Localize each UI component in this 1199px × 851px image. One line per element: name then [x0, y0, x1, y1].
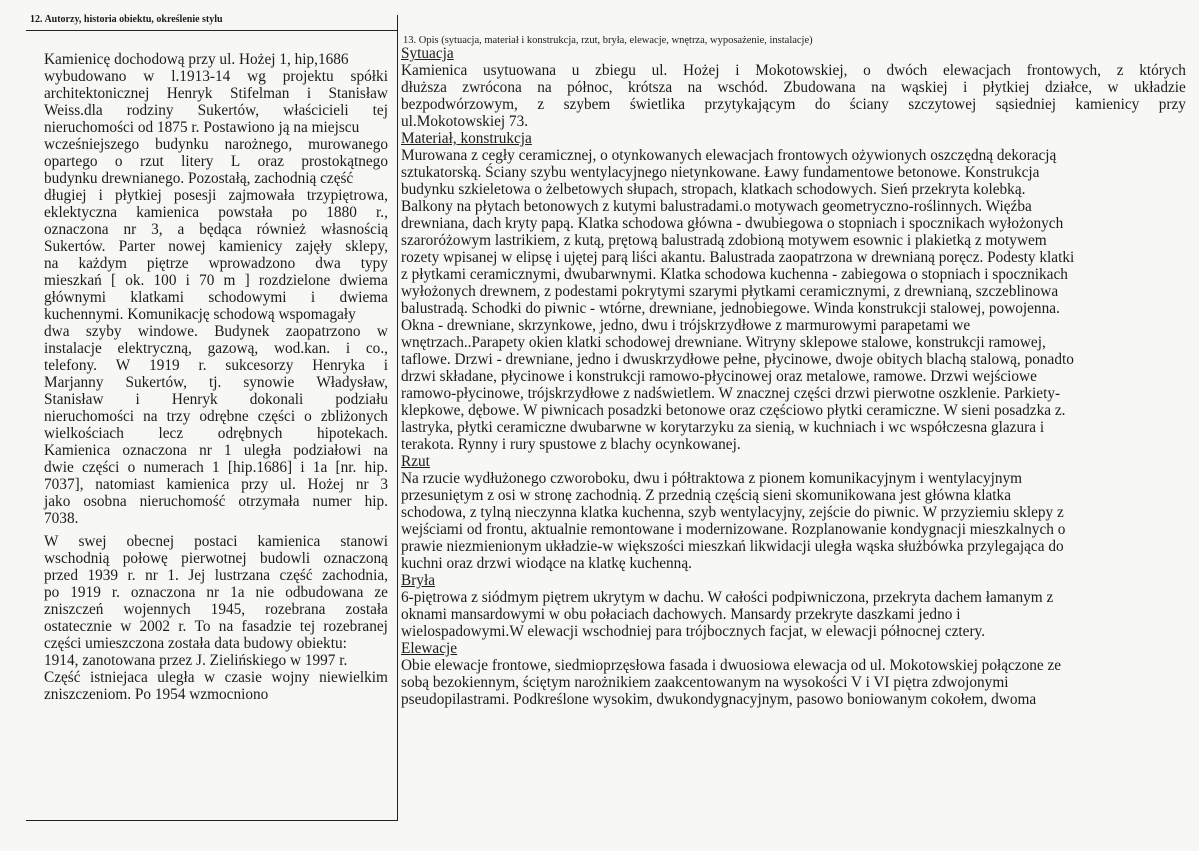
- text-line: po 1919 r. oznaczona nr 1a nie odbudowana ze: [44, 584, 388, 601]
- text-line: instalacje elektryczną, gazową, wod.kan. i co.,: [44, 340, 388, 357]
- text-line: głównymi klatkami schodowymi i dwiema: [44, 289, 388, 306]
- text-line: wejściami od frontu, aktualnie remontowane i modernizowane. Rozplanowanie kondygnacji mieszkalnych o: [401, 521, 1066, 538]
- text-line: mieszkań [ ok. 100 i 70 m ] rozdzielone dwiema: [44, 272, 388, 289]
- text-line: przesuniętym z osi w stronę zachodnią. Z przednią częścią sieni skomunikowana jest główna klatka: [401, 487, 1011, 504]
- text-line: Kamienica usytuowana u zbiegu ul. Hożej i Mokotowskiej, o dwóch elewacjach frontowych, z których: [401, 62, 1186, 79]
- subsection-heading: Rzut: [401, 453, 430, 470]
- text-line: zniszczeniom. Po 1954 wzmocniono: [44, 686, 269, 703]
- text-line: schodowa, z tylną nieczynna klatka kuchenna, szyb wentylacyjny, zejście do piwnic. W przyziemiu sklepy z: [401, 504, 1064, 521]
- text-line: Kamienica oznaczona nr 1 uległa podziałowi na: [44, 442, 388, 459]
- text-line: z płytkami ceramicznymi, dwubarwnymi. Klatka schodowa kuchenna - zabiegowa o stopniach i spocznikach: [401, 266, 1068, 283]
- text-line: na każdym piętrze wprowadzono dwa typy: [44, 255, 388, 272]
- text-line: wyłożonych drewnem, z podestami pokrytymi szarymi płytkami ceramicznymi, z drewnianą, szczeblinowa: [401, 283, 1059, 300]
- subsection-heading: Sytuacja: [401, 45, 454, 62]
- section-13-heading: 13. Opis (sytuacja, materiał i konstrukcja, rzut, bryła, elewacje, wnętrza, wyposażenie, instalacje): [403, 35, 813, 46]
- text-line: telefony. W 1919 r. sukcesorzy Henryka i: [44, 357, 388, 374]
- text-line: nieruchomości od 1875 r. Postawiono ją na miejscu: [44, 119, 360, 136]
- text-line: ostatecznie w 2002 r. To na fasadzie tej rozebranej: [44, 618, 388, 635]
- text-line: dwa szyby windowe. Budynek zaopatrzono w: [44, 323, 388, 340]
- text-line: kuchni oraz drzwi wiodące na klatkę kuchenną.: [401, 555, 692, 572]
- subsection-heading: Bryła: [401, 572, 435, 589]
- text-line: Weiss.dla rodziny Sukertów, właścicieli tej: [44, 102, 388, 119]
- text-line: zniszczeń wojennych 1945, rozebrana została: [44, 601, 388, 618]
- text-line: lastryka, płytki ceramiczne dwubarwne w korytarzyku za sienią, w kuchniach i wc współczesna glazura i: [401, 419, 1045, 436]
- text-line: W swej obecnej postaci kamienica stanowi: [44, 533, 388, 550]
- text-line: ramowo-płycinowe, trójskrzydłowe z nadświetlem. W znacznej części drzwi pierwotne oszklenie. Parkiety-: [401, 385, 1061, 402]
- column-divider: [397, 15, 398, 820]
- text-line: sobą bezokiennym, ściętym narożnikiem zaakcentowanym na wysokości V i VI piętra zdwojonymi: [401, 674, 1009, 691]
- text-line: Kamienicę dochodową przy ul. Hożej 1, hip,1686: [44, 51, 349, 68]
- text-line: budynku drewnianego. Pozostałą, zachodnią część: [44, 170, 354, 187]
- text-line: szaroróżowym lastrikiem, z kutą, prętową balustradą zdobioną motywem esownic i plakietką z motywem: [401, 232, 1047, 249]
- history-text-column: [44, 51, 388, 703]
- text-line: wschodnią połowę pierwotnej budowli oznaczoną: [44, 550, 388, 567]
- text-line: klepkowe, dębowe. W piwnicach posadzki betonowe oraz częściowo płytki ceramiczne. W sieni posadzka z.: [401, 402, 1066, 419]
- text-line: dwie części o numerach 1 [hip.1686] i 1a [nr. hip.: [44, 459, 388, 476]
- text-line: 7038.: [44, 510, 79, 527]
- text-line: części umieszczona została data budowy obiektu:: [44, 635, 347, 652]
- text-line: Część istniejaca uległa w czasie wojny niewielkim: [44, 669, 388, 686]
- text-line: nieruchomości na trzy odrębne części o zbliżonych: [44, 408, 388, 425]
- text-line: wcześniejszego budynku narożnego, murowanego: [44, 136, 388, 153]
- text-line: Obie elewacje frontowe, siedmioprzęsłowa fasada i dwuosiowa elewacja od ul. Mokotowskiej połączone ze: [401, 657, 1062, 674]
- subsection-heading: Materiał, konstrukcja: [401, 130, 532, 147]
- text-line: dłuższa zwrócona na północ, krótsza na wschód. Zbudowana na wąskiej i płytkiej działce, w układzie: [401, 79, 1186, 96]
- text-line: drewniana, dach kryty papą. Klatka schodowa główna - dwubiegowa o stopniach i spocznikach wyłożonych: [401, 215, 1064, 232]
- section-12-heading: 12. Autorzy, historia obiektu, określenie stylu: [30, 14, 223, 25]
- text-line: rozety wpisanej w elipsę i ujętej parą liści akantu. Balustrada zaopatrzona w drewnianą poręcz. Podesty klatki: [401, 249, 1075, 266]
- text-line: budynku szkieletowa o żelbetowych słupach, stropach, klatkach schodowych. Sień przekryta kolebką.: [401, 181, 1026, 198]
- text-line: długiej i płytkiej posesji zajmowała trzypiętrowa,: [44, 187, 388, 204]
- text-line: drzwi składane, płycinowe i konstrukcji ramowo-płycinowej oraz metalowe, ramowe. Drzwi wejściowe: [401, 368, 1037, 385]
- text-line: 1914, zanotowana przez J. Zielińskiego w 1997 r.: [44, 652, 348, 669]
- text-line: ul.Mokotowskiej 73.: [401, 113, 529, 130]
- description-text-column: [401, 45, 1186, 708]
- text-line: architektonicznej Henryk Stifelman i Stanisław: [44, 85, 388, 102]
- text-line: Marjanny Sukertów, tj. synowie Władysław,: [44, 374, 388, 391]
- text-line: oznaczona nr 3, a będąca również własnością: [44, 221, 388, 238]
- text-line: terakota. Rynny i rury spustowe z blachy ocynkowanej.: [401, 436, 741, 453]
- text-line: Na rzucie wydłużonego czworoboku, dwu i półtraktowa z pionem komunikacyjnym i wentylacyjnym: [401, 470, 1023, 487]
- text-line: taflowe. Drzwi - drewniane, jedno i dwuskrzydłowe pełne, płycinowe, dwoje obitych blachą stalową, ponadto: [401, 351, 1074, 368]
- text-line: wnętrzach..Parapety okien klatki schodowej drewniane. Witryny sklepowe stalowe, konstrukcji ramowej,: [401, 334, 1046, 351]
- text-line: Okna - drewniane, skrzynkowe, jedno, dwu i trójskrzydłowe z marmurowymi parapetami we: [401, 317, 971, 334]
- text-line: wybudowano w l.1913-14 wg projektu spółki: [44, 68, 388, 85]
- text-line: opartego o rzut litery L oraz prostokątnego: [44, 153, 388, 170]
- text-line: 7037], natomiast kamienica przy ul. Hożej nr 3: [44, 476, 388, 493]
- text-line: sztukatorską. Ściany szybu wentylacyjnego nietynkowane. Ławy fundamentowe betonowe. Konstrukcja: [401, 164, 1040, 181]
- subsection-heading: Elewacje: [401, 640, 458, 657]
- text-line: Murowana z cegły ceramicznej, o otynkowanych elewacjach frontowych ożywionych oszczędną dekoracją: [401, 147, 1057, 164]
- text-line: wielospadowymi.W elewacji wschodniej para trójbocznych facjat, w elewacji północnej cztery.: [401, 623, 986, 640]
- text-line: Sukertów. Parter nowej kamienicy zajęły sklepy,: [44, 238, 388, 255]
- text-line: pseudopilastrami. Podkreślone wysokim, dwukondygnacyjnym, pasowo boniowanym cokołem, dwoma: [401, 691, 1037, 708]
- text-line: Stanisław i Henryk dokonali podziału: [44, 391, 388, 408]
- text-line: wielkościach lecz odrębnych hipotekach.: [44, 425, 388, 442]
- text-line: jako osobna nieruchomość otrzymała numer hip.: [44, 493, 388, 510]
- text-line: oknami mansardowymi w obu połaciach dachowych. Mansardy przekryte daszkami jedno i: [401, 606, 961, 623]
- text-line: przed 1939 r. nr 1. Jej lustrzana część zachodnia,: [44, 567, 388, 584]
- text-line: prawie niezmienionym układzie-w większości mieszkań likwidacji uległa wąska służbówka przylegająca do: [401, 538, 1064, 555]
- bottom-border-line: [26, 820, 398, 821]
- text-line: eklektyczna kamienica powstała po 1880 r.,: [44, 204, 388, 221]
- text-line: balustradą. Schodki do piwnic - wtórne, drewniane, jednobiegowe. Winda konstrukcji stalowej, powojenna.: [401, 300, 1060, 317]
- text-line: bezpodwórzowym, z szybem świetlika przytykającym do ściany szczytowej sąsiedniej kamienicy przy: [401, 96, 1186, 113]
- text-line: 6-piętrowa z siódmym piętrem ukrytym w dachu. W całości podpiwniczona, przekryta dachem łamanym z: [401, 589, 1054, 606]
- text-line: kuchennymi. Komunikację schodową wspomagały: [44, 306, 356, 323]
- text-line: Balkony na płytach betonowych z kutymi balustradami.o motywach geometryczno-roślinnych. Więźba: [401, 198, 1032, 215]
- top-border-line: [26, 30, 398, 31]
